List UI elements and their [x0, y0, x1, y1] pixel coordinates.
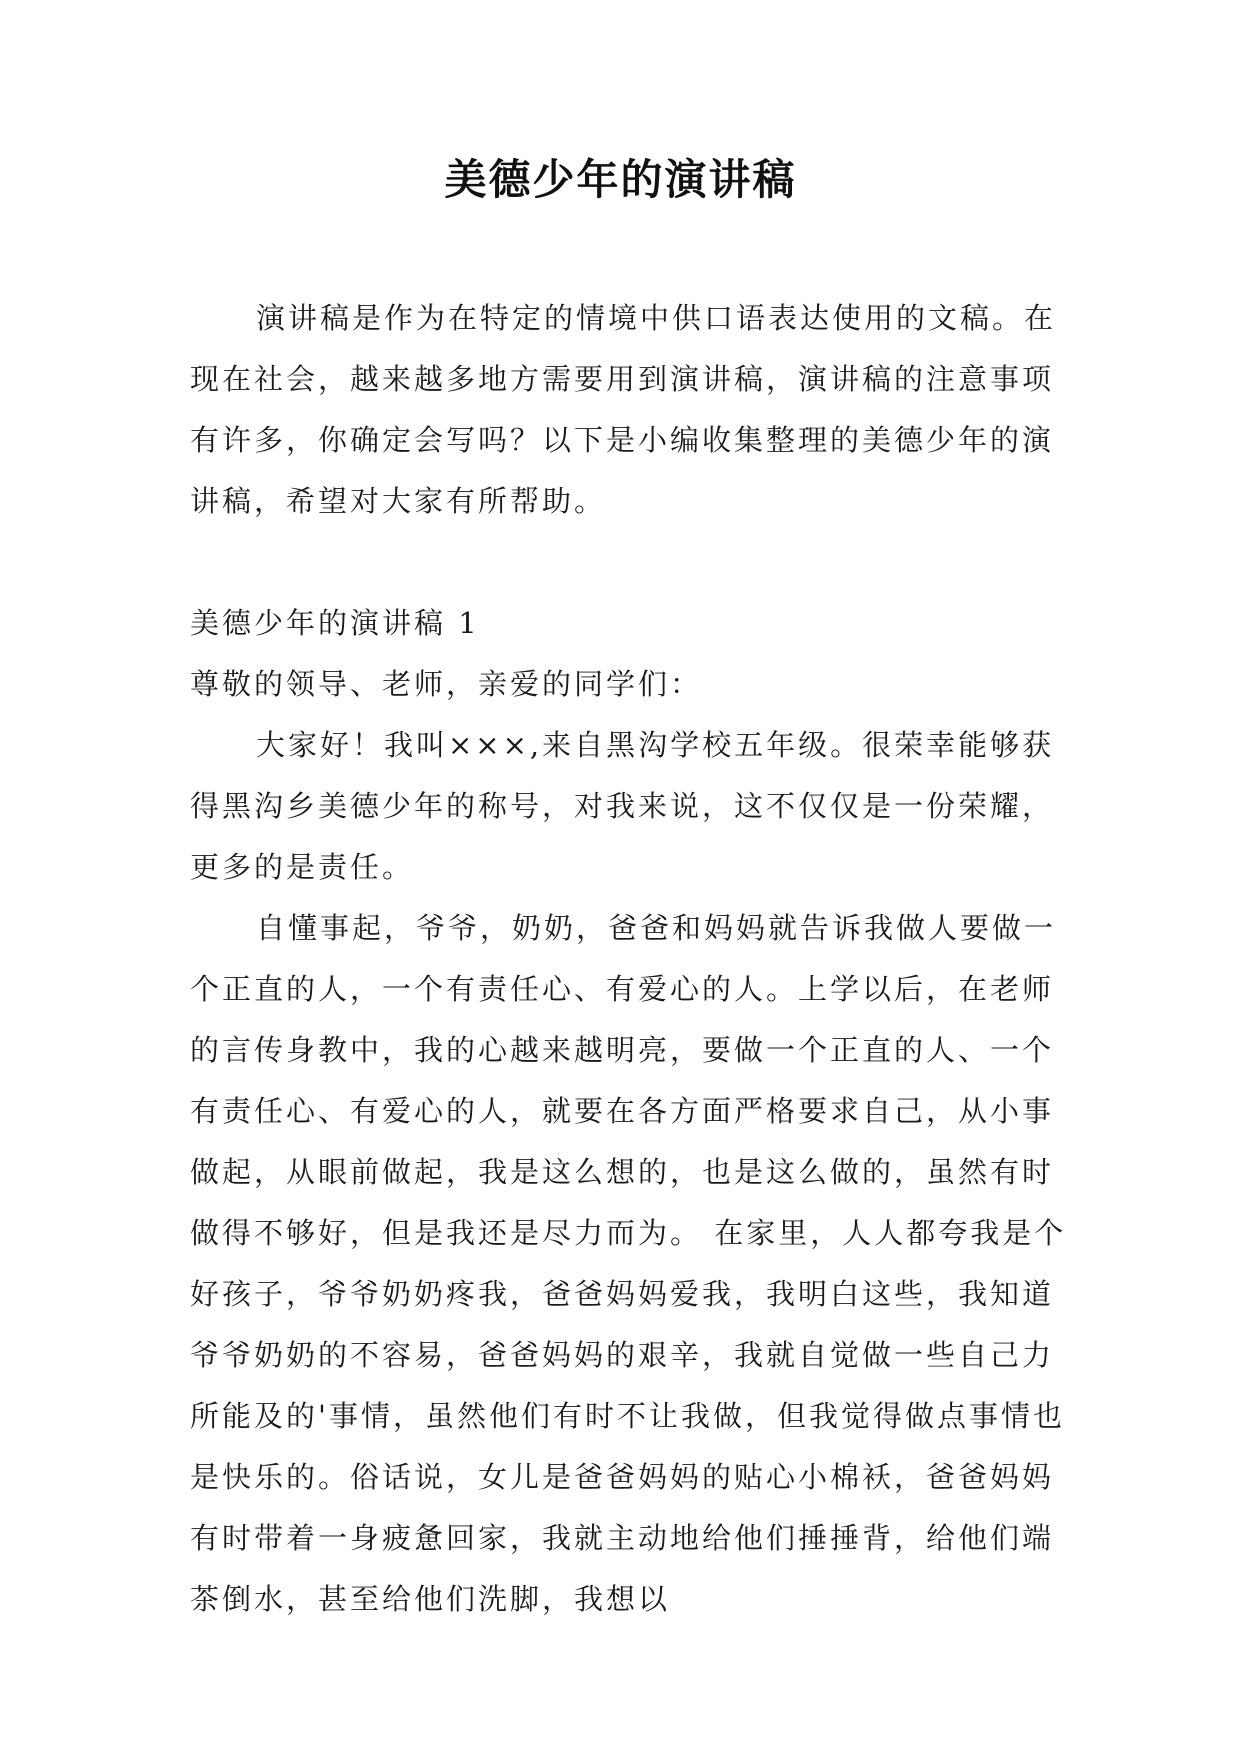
- section-heading: 美德少年的演讲稿 1: [190, 606, 480, 640]
- document-body: [190, 288, 1070, 1630]
- paragraph-gap: [190, 532, 1070, 593]
- intro-paragraph: 演讲稿是作为在特定的情境中供口语表达使用的文稿。在现在社会，越来越多地方需要用到演讲稿，演讲稿的注意事项有许多，你确定会写吗？以下是小编收集整理的美德少年的演讲稿，希望对大家有所帮助。: [190, 301, 1057, 518]
- document-title: 美德少年的演讲稿: [444, 155, 797, 204]
- salutation: 尊敬的领导、老师，亲爱的同学们：: [190, 667, 703, 701]
- body-paragraph-1: 大家好！我叫×××,来自黑沟学校五年级。很荣幸能够获得黑沟乡美德少年的称号，对我来说，这不仅仅是一份荣耀，更多的是责任。: [190, 728, 1055, 884]
- body-paragraph-2: 自懂事起，爷爷，奶奶，爸爸和妈妈就告诉我做人要做一个正直的人，一个有责任心、有爱心的人。上学以后，在老师的言传身教中，我的心越来越明亮，要做一个正直的人、一个有责任心、有爱心的人，就要在各方面严格要求自己，从小事做起，从眼前做起，我是这么想的，也是这么做的，虽然有时做得不够好，但是我还是尽力而为。 在家里，人人都夸我是个好孩子，爷爷奶奶疼我，爸爸妈妈爱我，我明白这些，我知道爷爷奶奶的不容易，爸爸妈妈的艰辛，我就自觉做一些自己力所能及的'事情，虽然他们有时不让我做，但我觉得做点事情也是快乐的。俗话说，女儿是爸爸妈妈的贴心小棉袄，爸爸妈妈有时带着一身疲惫回家，我就主动地给他们捶捶背，给他们端茶倒水，甚至给他们洗脚，我想以: [190, 911, 1067, 1616]
